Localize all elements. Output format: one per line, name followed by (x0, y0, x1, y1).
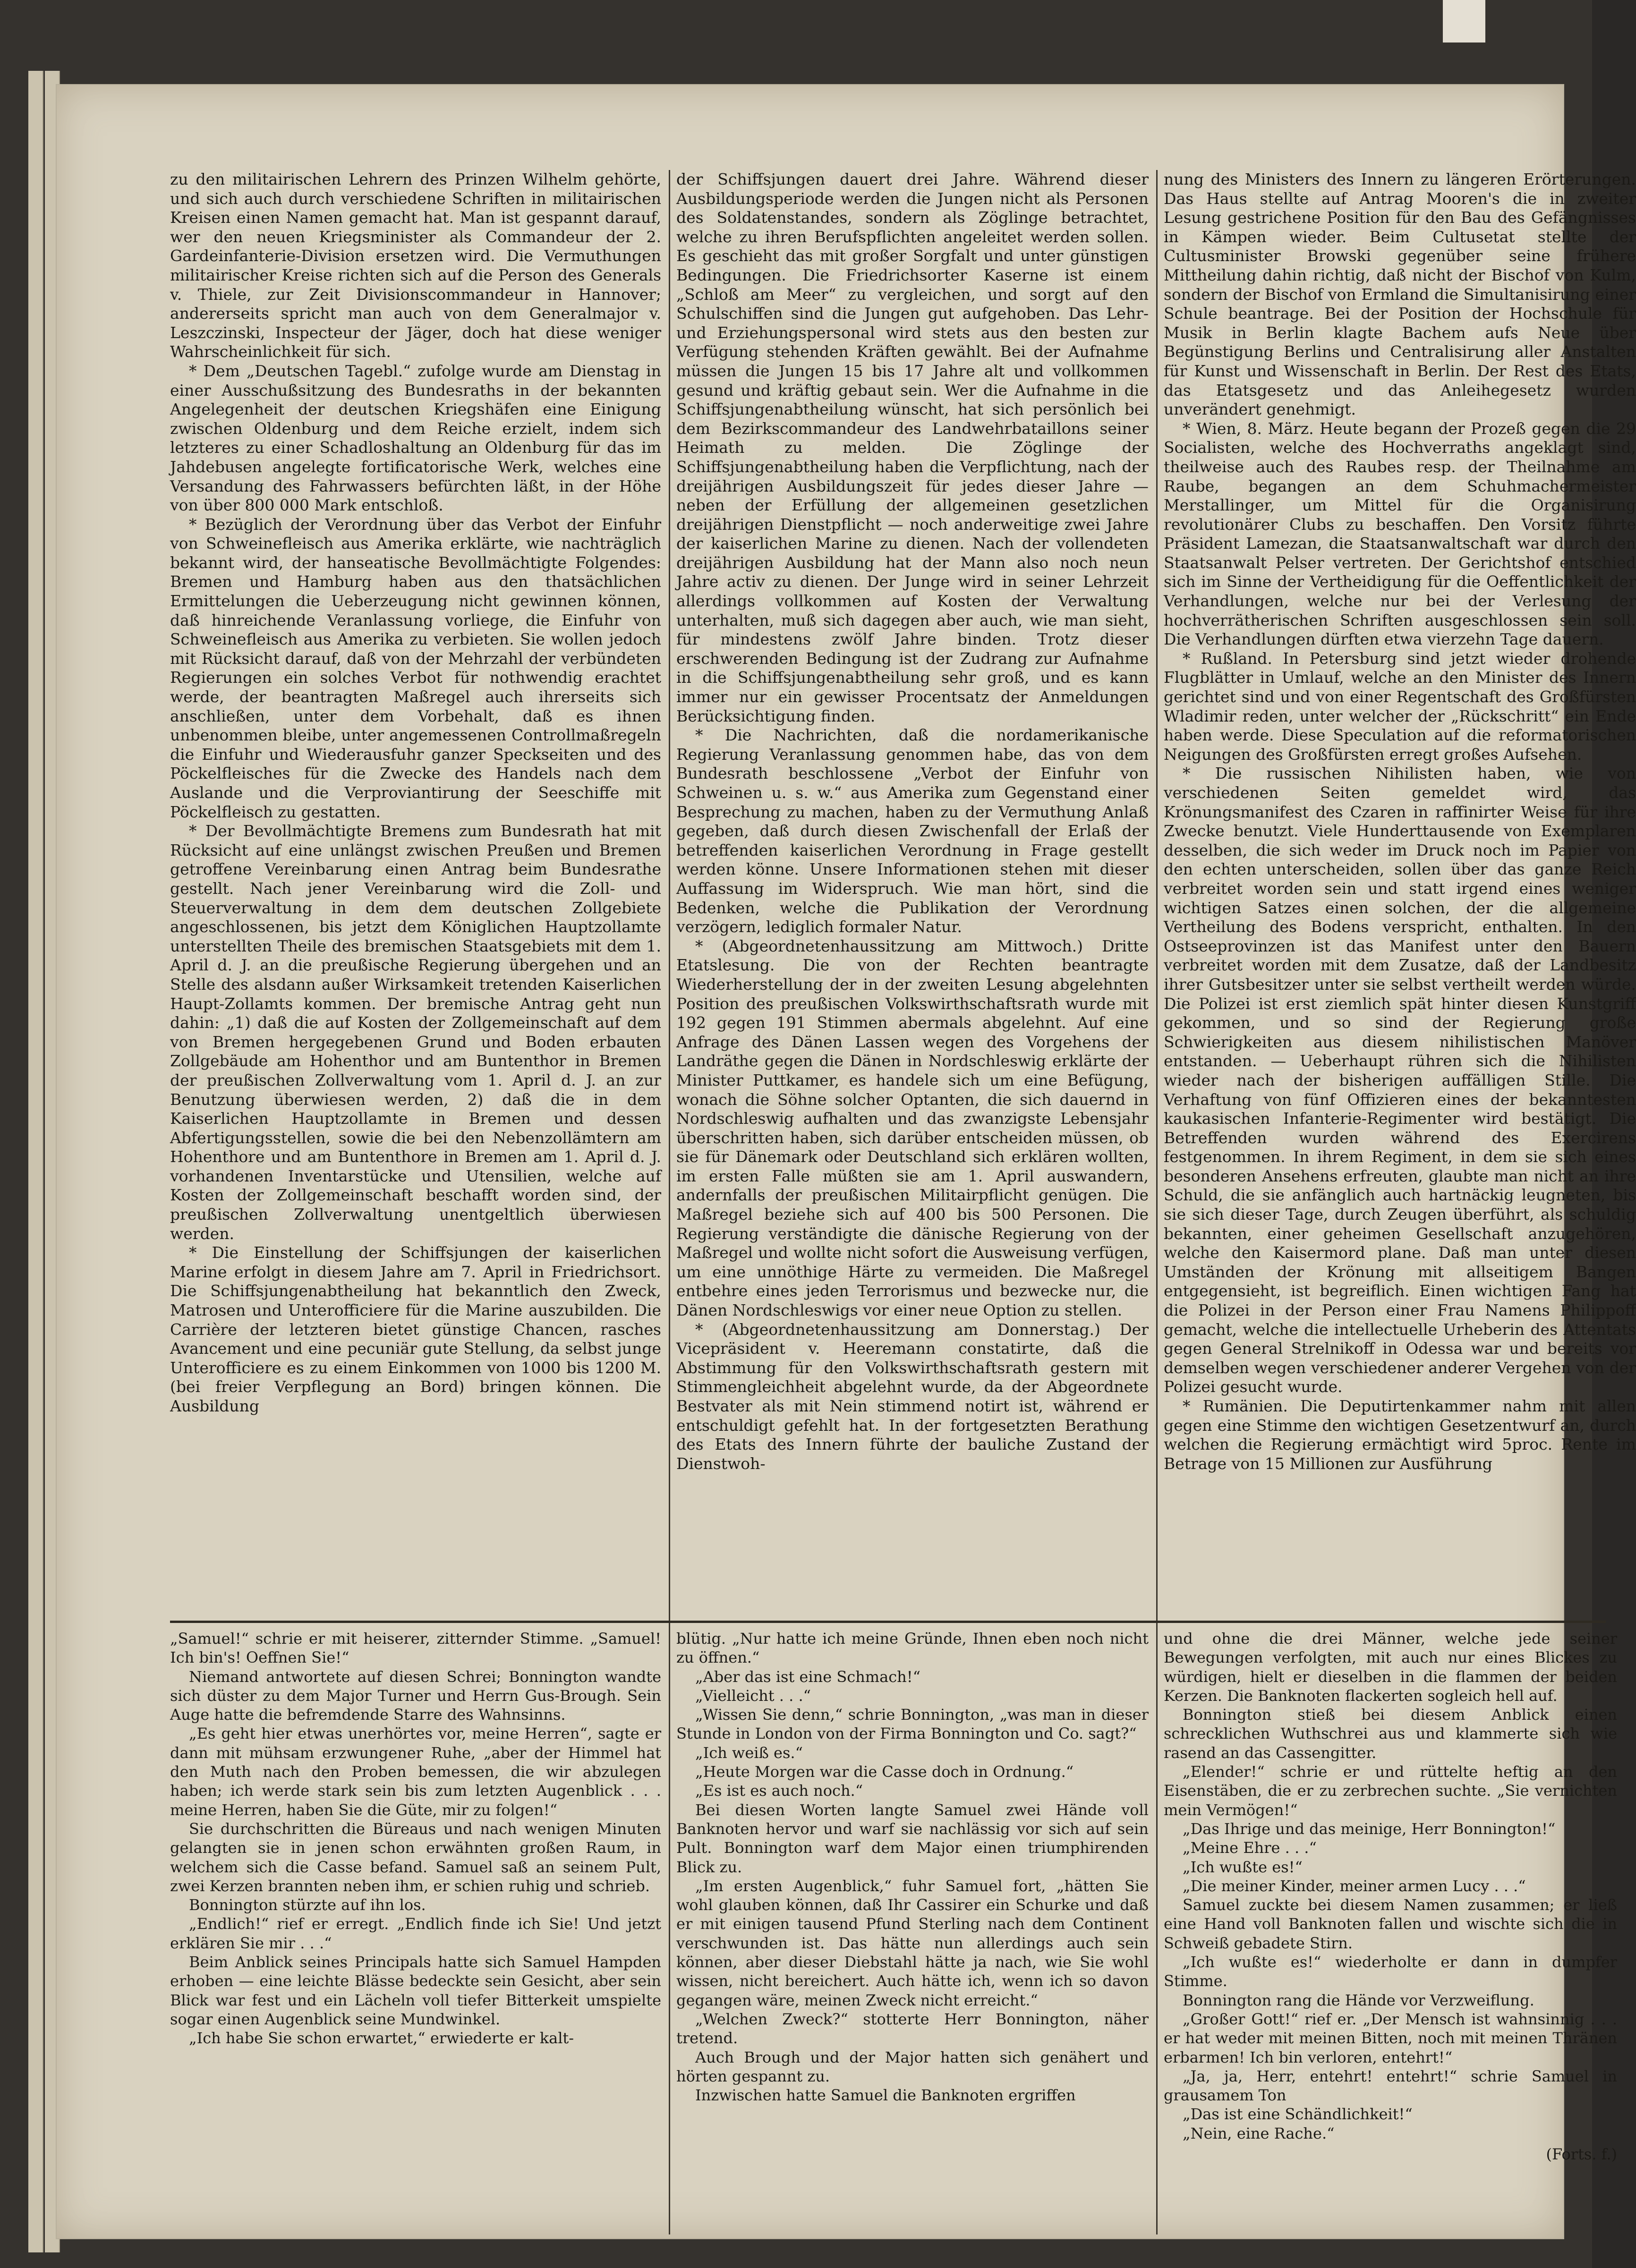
story-paragraph: „Ich weiß es.“ (695, 1743, 803, 1762)
story-paragraph: „Samuel!“ schrie er mit heiserer, zitternder Stimme. „Samuel! Ich bin's! Oeffnen Sie!“ (170, 1630, 661, 1667)
story-paragraph: blütig. „Nur hatte ich meine Gründe, Ihnen eben noch nicht zu öffnen.“ (676, 1630, 1149, 1667)
story-paragraph: Niemand antwortete auf diesen Schrei; Bonnington wandte sich düster zu dem Major Turner und Herrn Gus-Brough. Sein Auge hatte die befremdende Starre des Wahnsinns. (170, 1667, 661, 1724)
story-paragraph: „Ich wußte es!“ wiederholte er dann in dumpfer Stimme. (1164, 1953, 1617, 1990)
news-paragraph: * Die Nachrichten, daß die nordamerikanische Regierung Veranlassung genommen habe, das von dem Bundesrath beschlossene „Verbot der Einfuhr von Schweinen u. s. w.“ aus Amerika zum Gegenstand einer Besprechung zu machen, haben zu der Vermuthung Anlaß gegeben, daß durch diesen Zwischenfall der Erlaß der betreffenden kaiserlichen Verordnung in Frage gestellt werden könne. Unsere Informationen stehen mit dieser Auffassung im Widerspruch. Wie man hört, sind die Bedenken, welche die Publikation der Verordnung verzögern, lediglich formaler Natur. (676, 726, 1149, 936)
paper-tab (1443, 0, 1485, 42)
column-rule (669, 170, 670, 1643)
news-paragraph: * Rumänien. Die Deputirtenkammer nahm mit allen gegen eine Stimme den wichtigen Gesetzentwurf an, durch welchen die Regierung ermächtigt wird 5proc. Rente im Betrage von 15 Millionen zur Ausführung (1164, 1397, 1636, 1473)
news-paragraph: * (Abgeordnetenhaussitzung am Mittwoch.) Dritte Etatslesung. Die von der Rechten beantragte Wiederherstellung der in der zweiten Lesung abgelehnten Position des preußischen Volkswirthschaftsrath wurde mit 192 gegen 191 Stimmen abermals abgelehnt. Auf eine Anfrage des Dänen Lassen wegen des Vorgehens der Landräthe gegen die Dänen in Nordschleswig erklärte der Minister Puttkamer, es handele sich um eine Befügung, wonach die Söhne solcher Optanten, die sich dauernd in Nordschleswig aufhalten und das zwanzigste Lebensjahr überschritten haben, sich darüber entscheiden müssen, ob sie für Dänemark oder Deutschland sich erklären wollten, im ersten Falle müßten sie am 1. April auswandern, andernfalls der preußischen Militairpflicht genügen. Die Maßregel beziehe sich auf 400 bis 500 Personen. Die Regierung verständigte die dänische Regierung von der Maßregel und wollte nicht sofort die Ausweisung verfügen, um eine unnöthige Härte zu vermeiden. Die Maßregel entbehre eines jeden Terrorismus und bezwecke nur, die Dänen Nordschleswigs vor einer neue Option zu stellen. (676, 936, 1149, 1320)
news-paragraph: * Der Bevollmächtigte Bremens zum Bundesrath hat mit Rücksicht auf eine unlängst zwischen Preußen und Bremen getroffene Vereinbarung einen Antrag beim Bundesrathe gestellt. Nach jener Vereinbarung wird die Zoll- und Steuerverwaltung in dem dem deutschen Zollgebiete angeschlossenen, bis jetzt dem Königlichen Hauptzollamte unterstellten Theile des bremischen Staatsgebiets mit dem 1. April d. J. an die preußische Regierung übergehen und an Stelle des alsdann außer Wirksamkeit tretenden Kaiserlichen Haupt-Zollamts kommen. Der bremische Antrag geht nun dahin: „1) daß die auf Kosten der Zollgemeinschaft auf dem von Bremen hergegebenen Grund und Boden erbauten Zollgebäude am Hohenthor und am Buntenthor in Bremen der preußischen Zollverwaltung vom 1. April d. J. an zur Benutzung überwiesen werden, 2) daß die in dem Kaiserlichen Hauptzollamte in Bremen und dessen Abfertigungsstellen, sowie die bei den Nebenzollämtern am Hohenthore und am Buntenthore in Bremen am 1. April d. J. vorhandenen Inventarstücke und Utensilien, welche auf Kosten der Zollgemeinschaft beschafft worden sind, der preußischen Zollverwaltung unentgeltlich überwiesen werden. (170, 822, 661, 1243)
story-paragraph: „Es ist es auch noch.“ (695, 1782, 863, 1800)
news-paragraph: nung des Ministers des Innern zu längeren Erörterungen. Das Haus stellte auf Antrag Mooren's die in zweiter Lesung gestrichene Position für den Bau des Gefängnisses in Kämpen wieder. Beim Cultusetat stellte der Cultusminister Browski gegenüber seine frühere Mittheilung dahin richtig, daß nicht der Bischof von Kulm, sondern der Bischof von Ermland die Simultanisirung einer Schule beantrage. Bei der Position der Hochschule für Musik in Berlin klagte Bachem aufs Neue über Begünstigung Berlins und Centralisirung aller Anstalten für Kunst und Wissenschaft in Berlin. Der Rest des Etats, das Etatsgesetz und das Anleihegesetz wurden unverändert genehmigt. (1164, 170, 1636, 419)
feuilleton-column-3 (1164, 1629, 1617, 2229)
column-rule (1156, 1625, 1158, 2234)
story-paragraph: Inzwischen hatte Samuel die Banknoten ergriffen (695, 2086, 1076, 2105)
story-paragraph: Bonnington stürzte auf ihn los. (189, 1896, 426, 1914)
news-column-1 (170, 170, 661, 1605)
story-paragraph: „Elender!“ schrie er und rüttelte heftig an den Eisenstäben, die er zu zerbrechen suchte. „Sie vernichten mein Vermögen!“ (1164, 1763, 1617, 1819)
story-paragraph: „Ja, ja, Herr, entehrt! entehrt!“ schrie Samuel in grausamem Ton (1164, 2067, 1617, 2105)
story-paragraph: Auch Brough und der Major hatten sich genähert und hörten gespannt zu. (676, 2048, 1149, 2085)
news-paragraph: * Rußland. In Petersburg sind jetzt wieder drohende Flugblätter in Umlauf, welche an den Minister des Innern gerichtet sind und von einer Regentschaft des Großfürsten Wladimir reden, unter welcher der „Rückschritt“ ein Ende haben werde. Diese Speculation auf die reformatorischen Neigungen des Großfürsten erregt großes Aufsehen. (1164, 649, 1636, 764)
story-paragraph: und ohne die drei Männer, welche jede seiner Bewegungen verfolgten, mit auch nur eines Blickes zu würdigen, hielt er dieselben in die flammen der beiden Kerzen. Die Banknoten flackerten sogleich hell auf. (1164, 1630, 1617, 1705)
story-paragraph: „Das Ihrige und das meinige, Herr Bonnington!“ (1183, 1819, 1556, 1838)
news-paragraph: * Wien, 8. März. Heute begann der Prozeß gegen die 29 Socialisten, welche des Hochverraths angeklagt sind, theilweise auch des Raubes resp. der Theilnahme am Raube, begangen an dem Schuhmachermeister Merstallinger, um Mittel für die Organisirung revolutionärer Clubs zu beschaffen. Den Vorsitz führte Präsident Lamezan, die Staatsanwaltschaft war durch den Staatsanwalt Pelser vertreten. Der Gerichtshof entschied sich im Sinne der Vertheidigung für die Oeffentlichkeit der Verhandlungen, welche nur bei der Verlesung der hochverrätherischen Schriften ausgeschlossen sein soll. Die Verhandlungen dürften etwa vierzehn Tage dauern. (1164, 419, 1636, 649)
story-paragraph: „Wissen Sie denn,“ schrie Bonnington, „was man in dieser Stunde in London von der Firma Bonnington und Co. sagt?“ (676, 1706, 1149, 1743)
story-paragraph: „Aber das ist eine Schmach!“ (695, 1667, 920, 1686)
story-paragraph: Beim Anblick seines Principals hatte sich Samuel Hampden erhoben — eine leichte Blässe bedeckte sein Gesicht, aber sein Blick war fest und ein Lächeln voll tiefer Bitterkeit umspielte sogar einen Augenblick seine Mundwinkel. (170, 1953, 661, 2028)
news-paragraph: * Dem „Deutschen Tagebl.“ zufolge wurde am Dienstag in einer Ausschußsitzung des Bundesraths in der bekannten Angelegenheit der deutschen Kriegshäfen eine Einigung zwischen Oldenburg und dem Reiche erzielt, indem sich letzteres zu einer Schadloshaltung an Oldenburg für das im Jahdebusen angelegte fortificatorische Werk, welches eine Versandung des Fahrwassers befürchten läßt, in der Höhe von über 800 000 Mark entschloß. (170, 361, 661, 515)
story-paragraph: „Endlich!“ rief er erregt. „Endlich finde ich Sie! Und jetzt erklären Sie mir . . .“ (170, 1915, 661, 1952)
story-paragraph: „Die meiner Kinder, meiner armen Lucy . . .“ (1183, 1877, 1526, 1895)
newspaper-page (57, 85, 1636, 2238)
story-paragraph: „Ich habe Sie schon erwartet,“ erwiederte er kalt- (189, 2029, 574, 2047)
continued-note: (Forts. f.) (1546, 2145, 1617, 2164)
story-paragraph: „Großer Gott!“ rief er. „Der Mensch ist wahnsinnig . . . er hat weder mit meinen Bitten, noch mit meinen Thränen erbarmen! Ich bin verloren, entehrt!“ (1164, 2010, 1617, 2066)
news-paragraph: zu den militairischen Lehrern des Prinzen Wilhelm gehörte, und sich auch durch verschiedene Schriften in militairischen Kreisen einen Namen gemacht hat. Man ist gespannt darauf, wer den neuen Kriegsminister als Commandeur der 2. Gardeinfanterie-Division ersetzen wird. Die Vermuthungen militairischer Kreise richten sich auf die Person des Generals v. Thiele, zur Zeit Divisionscommandeur in Hannover; andererseits spricht man auch von dem Generalmajor v. Leszczinski, Inspecteur der Jäger, doch hat diese weniger Wahrscheinlichkeit für sich. (170, 170, 661, 361)
story-paragraph: „Im ersten Augenblick,“ fuhr Samuel fort, „hätten Sie wohl glauben können, daß Ihr Cassirer ein Schurke und daß er mit einigen tausend Pfund Sterling nach dem Continent verschwunden ist. Das hätte nun allerdings auch sein können, aber dieser Diebstahl hätte ja nach, wie Sie wohl wissen, nicht bereichert. Auch hätte ich, wenn ich so davon gegangen wäre, meinen Zweck nicht erreicht.“ (676, 1877, 1149, 2009)
news-paragraph: * (Abgeordnetenhaussitzung am Donnerstag.) Der Vicepräsident v. Heeremann constatirte, daß die Abstimmung für den Volkswirthschaftsrath gestern mit Stimmengleichheit abgelehnt wurde, da der Abgeordnete Bestvater als mit Nein stimmend notirt ist, während er entschuldigt gefehlt hat. In der fortgesetzten Berathung des Etats des Innern führte der bauliche Zustand der Dienstwoh- (676, 1320, 1149, 1473)
story-paragraph: Samuel zuckte bei diesem Namen zusammen; er ließ eine Hand voll Banknoten fallen und wischte sich die in Schweiß gebadete Stirn. (1164, 1896, 1617, 1952)
story-paragraph: Bonnington stieß bei diesem Anblick einen schrecklichen Wuthschrei aus und klammerte sich wie rasend an das Cassengitter. (1164, 1706, 1617, 1762)
story-paragraph: Bonnington rang die Hände vor Verzweiflung. (1183, 1991, 1534, 2009)
story-paragraph: „Nein, eine Rache.“ (1183, 2124, 1335, 2142)
story-paragraph: „Es geht hier etwas unerhörtes vor, meine Herren“, sagte er dann mit mühsam erzwungener Ruhe, „aber der Himmel hat den Muth nach den Proben bemessen, die wir abzulegen haben; ich werde stark sein bis zum letzten Augenblick . . . meine Herren, haben Sie die Güte, mir zu folgen!“ (170, 1724, 661, 1819)
news-paragraph: der Schiffsjungen dauert drei Jahre. Während dieser Ausbildungsperiode werden die Jungen nicht als Personen des Soldatenstandes, sondern als Zöglinge betrachtet, welche zu ihren Berufspflichten angeleitet werden sollen. Es geschieht das mit großer Sorgfalt und unter günstigen Bedingungen. Die Friedrichsorter Kaserne ist einem „Schloß am Meer“ zu vergleichen, und sorgt auf den Schulschiffen sind die Jungen gut aufgehoben. Das Lehr- und Erziehungspersonal wird stets aus den besten zur Verfügung stehenden Kräften gewählt. Bei der Aufnahme müssen die Jungen 15 bis 17 Jahre alt und vollkommen gesund und kräftig gebaut sein. Wer die Aufnahme in die Schiffsjungenabtheilung wünscht, hat sich persönlich bei dem Bezirkscommandeur des Landwehrbataillons seiner Heimath zu melden. Die Zöglinge der Schiffsjungenabtheilung haben die Verpflichtung, nach der dreijährigen Ausbildungszeit für jedes dieser Jahre — neben der Erfüllung der allgemeinen gesetzlichen dreijährigen Dienstpflicht — noch anderweitige zwei Jahre der kaiserlichen Marine zu dienen. Nach der vollendeten dreijährigen Ausbildung hat der Mann also noch neun Jahre activ zu dienen. Der Junge wird in seiner Lehrzeit allerdings vollkommen auf Kosten der Verwaltung unterhalten, muß sich dagegen aber auch, wie man sieht, für mindestens zwölf Jahre binden. Trotz dieser erschwerenden Bedingung ist der Zudrang zur Aufnahme in die Schiffsjungenabtheilung sehr groß, und es kann immer nur ein gewisser Procentsatz der Anmeldungen Berücksichtigung finden. (676, 170, 1149, 725)
column-rule (669, 1625, 670, 2234)
story-paragraph: Sie durchschritten die Büreaus und nach wenigen Minuten gelangten sie in jenen schon erwähnten großen Raum, in welchem sich die Casse befand. Samuel saß an seinem Pult, zwei Kerzen brannten neben ihm, er schien ruhig und schrieb. (170, 1819, 661, 1895)
feuilleton-column-2 (676, 1629, 1149, 2229)
news-paragraph: * Die russischen Nihilisten haben, wie von verschiedenen Seiten gemeldet wird, das Krönungsmanifest des Czaren in raffinirter Weise für ihre Zwecke benutzt. Viele Hunderttausende von Exemplaren desselben, die sich weder im Druck noch im Papier von den echten unterscheiden, sollen über das ganze Reich verbreitet worden sein und statt irgend eines weniger wichtigen Satzes einen solchen, der die allgemeine Vertheilung des Bodens verspricht, enthalten. In den Ostseeprovinzen ist das Manifest unter den Bauern verbreitet worden mit dem Zusatze, daß der Landbesitz ihrer Gutsbesitzer unter sie selbst vertheilt werden würde. Die Polizei ist erst ziemlich spät hinter diesen Kunstgriff gekommen, und so sind der Regierung große Schwierigkeiten aus diesem nihilistischen Manöver entstanden. — Ueberhaupt rühren sich die Nihilisten wieder nach der bisherigen auffälligen Stille. Die Verhaftung von fünf Offizieren eines der bekanntesten kaukasischen Infanterie-Regimenter wird bestätigt. Die Betreffenden wurden während des Exercirens festgenommen. In ihrem Regiment, in dem sie sich eines besonderen Ansehens erfreuten, glaubte man nicht an ihre Schuld, die sie anfänglich auch hartnäckig leugneten, bis sie sich dieser Tage, durch Zeugen überführt, als schuldig bekannten, einer geheimen Gesellschaft anzugehören, welche den Kaisermord plane. Daß man unter diesen Umständen der Krönung mit allseitigem Bangen entgegensieht, ist begreiflich. Einen wichtigen Fang hat die Polizei in der Person einer Frau Namens Philippoff gemacht, welche die intellectuelle Urheberin des Attentats gegen General Strelnikoff in Odessa war und bereits vor demselben wegen verschiedener anderer Vergehen von der Polizei gesucht wurde. (1164, 764, 1636, 1396)
feuilleton-divider (170, 1621, 1606, 1623)
story-paragraph: „Welchen Zweck?“ stotterte Herr Bonnington, näher tretend. (676, 2010, 1149, 2047)
news-paragraph: * Die Einstellung der Schiffsjungen der kaiserlichen Marine erfolgt in diesem Jahre am 7. April in Friedrichsort. Die Schiffsjungenabtheilung hat bekanntlich den Zweck, Matrosen und Unterofficiere für die Marine auszubilden. Die Carrière der letzteren bietet günstige Chancen, rasches Avancement und eine pecuniär gute Stellung, da selbst junge Unterofficiere es zu einem Einkommen von 1000 bis 1200 M. (bei freier Verpflegung an Bord) bringen können. Die Ausbildung (170, 1243, 661, 1415)
news-column-3 (1164, 170, 1636, 1605)
feuilleton-column-1 (170, 1629, 661, 2229)
column-rule (1156, 170, 1158, 1643)
story-paragraph: „Vielleicht . . .“ (695, 1686, 811, 1705)
story-paragraph: „Meine Ehre . . .“ (1183, 1839, 1317, 1857)
page-stack-edge (28, 71, 43, 2252)
story-paragraph: „Heute Morgen war die Casse doch in Ordnung.“ (695, 1763, 1074, 1781)
news-paragraph: * Bezüglich der Verordnung über das Verbot der Einfuhr von Schweinefleisch aus Amerika erklärte, wie nachträglich bekannt wird, der hanseatische Bevollmächtigte Folgendes: Bremen und Hamburg haben aus den thatsächlichen Ermittelungen die Ueberzeugung nicht gewinnen können, daß hinreichende Veranlassung vorliege, die Einfuhr von Schweinefleisch aus Amerika zu verbieten. Sie wollen jedoch mit Rücksicht darauf, daß von der Mehrzahl der verbündeten Regierungen ein solches Verbot für nothwendig erachtet werde, der beantragten Maßregel auch ihrerseits sich anschließen, unter dem Vorbehalt, daß es ihnen unbenommen bleibe, unter angemessenen Controllmaßregeln die Einfuhr und Wiederausfuhr ganzer Speckseiten und des Pöckelfleisches für die Zwecke des Handels nach dem Auslande und die Verproviantirung der Seeschiffe mit Pöckelfleisch zu gestatten. (170, 515, 661, 821)
news-column-2 (676, 170, 1149, 1605)
story-paragraph: Bei diesen Worten langte Samuel zwei Hände voll Banknoten hervor und warf sie nachlässig vor sich auf sein Pult. Bonnington warf dem Major einen triumphirenden Blick zu. (676, 1801, 1149, 1876)
story-paragraph: „Das ist eine Schändlichkeit!“ (1183, 2105, 1413, 2124)
story-paragraph: „Ich wußte es!“ (1183, 1858, 1303, 1876)
